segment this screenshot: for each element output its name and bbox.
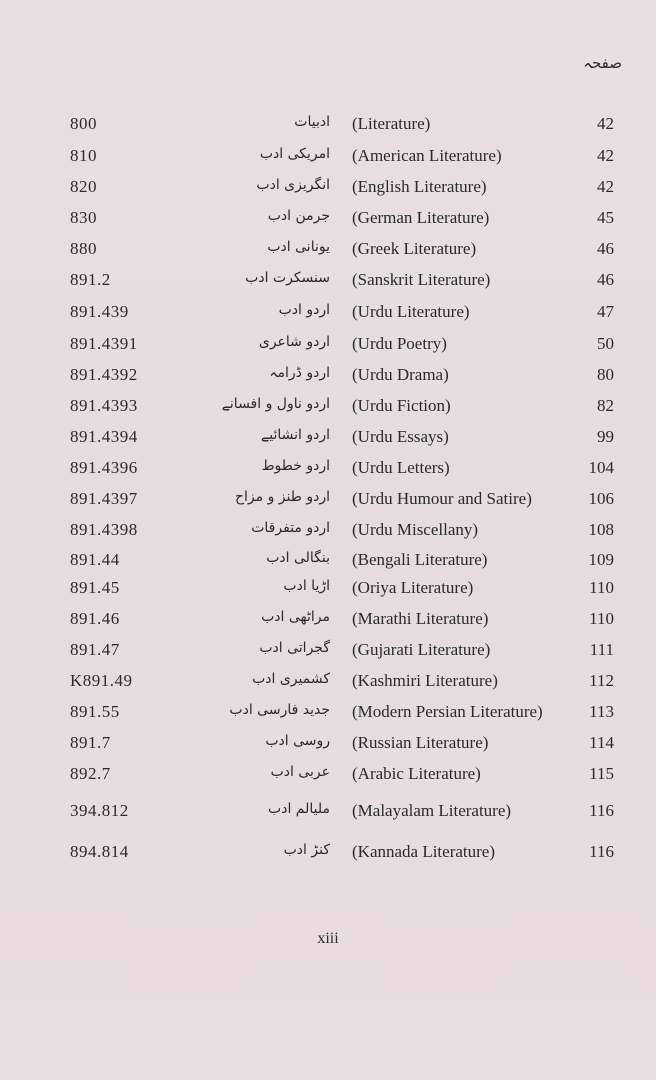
class-number: 894.814 [70, 842, 129, 861]
class-number: 820 [70, 177, 97, 196]
english-title: (Urdu Fiction) [352, 396, 451, 415]
page-number: 114 [589, 733, 614, 752]
class-number: 891.7 [70, 733, 111, 752]
toc-entry [0, 302, 656, 330]
page-number: 106 [588, 489, 614, 508]
english-title: (Arabic Literature) [352, 764, 481, 783]
toc-entry [0, 702, 656, 730]
toc-entry [0, 640, 656, 668]
english-title: (Urdu Miscellany) [352, 520, 479, 539]
page-number: 109 [588, 550, 614, 569]
page-number: 116 [589, 842, 614, 861]
class-number: 891.4394 [70, 427, 138, 446]
page-number: 45 [597, 208, 614, 227]
class-number: 810 [70, 146, 97, 165]
urdu-title: بنگالی ادب [266, 550, 330, 566]
toc-entry [0, 550, 656, 578]
class-number: 830 [70, 208, 97, 227]
toc-entry [0, 270, 656, 298]
class-number: 891.45 [70, 578, 120, 597]
toc-entry [0, 520, 656, 548]
urdu-title: اردو متفرقات [251, 520, 330, 536]
urdu-title: اردو ناول و افسانے [221, 396, 330, 412]
urdu-title: کنڑ ادب [283, 842, 330, 858]
urdu-title: اردو انشائیے [261, 427, 330, 443]
urdu-title: جدید فارسی ادب [229, 702, 330, 718]
page-footer-number: xiii [317, 930, 339, 947]
class-number: 891.47 [70, 640, 120, 659]
toc-entry [0, 365, 656, 393]
urdu-title: مراٹھی ادب [261, 609, 330, 625]
english-title: (Russian Literature) [352, 733, 489, 752]
urdu-title: روسی ادب [265, 733, 330, 749]
toc-entry [0, 671, 656, 699]
class-number: 891.44 [70, 550, 120, 569]
toc-entry [0, 609, 656, 637]
class-number: 891.4398 [70, 520, 138, 539]
urdu-title: عربی ادب [270, 764, 330, 780]
english-title: (Urdu Literature) [352, 302, 470, 321]
page-number: 42 [597, 146, 614, 165]
toc-entry [0, 458, 656, 486]
english-title: (Urdu Letters) [352, 458, 450, 477]
page-number: 82 [597, 396, 614, 415]
page-number: 115 [589, 764, 614, 783]
page-number: 42 [597, 114, 614, 133]
english-title: (Urdu Essays) [352, 427, 449, 446]
page-column-header: صفحہ [583, 54, 622, 72]
urdu-title: اڑیا ادب [283, 578, 330, 594]
page-number: 50 [597, 334, 614, 353]
english-title: (Sanskrit Literature) [352, 270, 491, 289]
toc-entry [0, 733, 656, 761]
english-title: (Marathi Literature) [352, 609, 489, 628]
urdu-title: ادبیات [294, 114, 330, 130]
class-number: 891.4392 [70, 365, 138, 384]
english-title: (Kannada Literature) [352, 842, 495, 861]
toc-entry [0, 334, 656, 362]
class-number: 891.2 [70, 270, 111, 289]
class-number: 892.7 [70, 764, 111, 783]
english-title: (Modern Persian Literature) [352, 702, 543, 721]
page-number: 112 [589, 671, 614, 690]
toc-entry [0, 208, 656, 236]
english-title: (Literature) [352, 114, 431, 133]
urdu-title: اردو خطوط [261, 458, 330, 474]
toc-entry [0, 489, 656, 517]
urdu-title: امریکی ادب [259, 146, 330, 162]
toc-entry [0, 396, 656, 424]
page-number: 110 [589, 578, 614, 597]
class-number: 891.439 [70, 302, 129, 321]
class-number: 891.55 [70, 702, 120, 721]
class-number: 880 [70, 239, 97, 258]
toc-entry [0, 239, 656, 267]
english-title: (Urdu Poetry) [352, 334, 447, 353]
class-number: 891.4393 [70, 396, 138, 415]
english-title: (German Literature) [352, 208, 490, 227]
urdu-title: اردو ڈرامہ [269, 365, 330, 381]
page-number: 80 [597, 365, 614, 384]
page-number: 99 [597, 427, 614, 446]
english-title: (Gujarati Literature) [352, 640, 491, 659]
class-number: 891.46 [70, 609, 120, 628]
page-number: 42 [597, 177, 614, 196]
urdu-title: سنسکرت ادب [245, 270, 330, 286]
toc-entry [0, 801, 656, 829]
urdu-title: گجراتی ادب [259, 640, 330, 656]
page-number: 116 [589, 801, 614, 820]
urdu-title: جرمن ادب [267, 208, 330, 224]
class-number: 394.812 [70, 801, 129, 820]
page-number: 104 [588, 458, 614, 477]
toc-entry [0, 114, 656, 142]
toc-entry [0, 177, 656, 205]
urdu-title: یونانی ادب [267, 239, 330, 255]
class-number: 891.4396 [70, 458, 138, 477]
toc-entry [0, 146, 656, 174]
page-number: 110 [589, 609, 614, 628]
page-number: 113 [589, 702, 614, 721]
english-title: (Malayalam Literature) [352, 801, 512, 820]
page-number: 46 [597, 270, 614, 289]
english-title: (Bengali Literature) [352, 550, 488, 569]
class-number: 800 [70, 114, 97, 133]
urdu-title: اردو شاعری [258, 334, 330, 350]
page-number: 108 [588, 520, 614, 539]
page-number: 47 [597, 302, 614, 321]
toc-entry [0, 842, 656, 870]
english-title: (English Literature) [352, 177, 487, 196]
class-number: K891.49 [70, 671, 133, 690]
class-number: 891.4397 [70, 489, 138, 508]
urdu-title: کشمیری ادب [252, 671, 330, 687]
urdu-title: اردو ادب [278, 302, 330, 318]
urdu-title: انگریزی ادب [256, 177, 330, 193]
english-title: (Oriya Literature) [352, 578, 474, 597]
toc-entry [0, 427, 656, 455]
page-number: 46 [597, 239, 614, 258]
english-title: (Greek Literature) [352, 239, 477, 258]
urdu-title: اردو طنز و مزاح [235, 489, 330, 505]
urdu-title: ملیالم ادب [268, 801, 330, 817]
page-number: 111 [589, 640, 614, 659]
english-title: (Kashmiri Literature) [352, 671, 498, 690]
class-number: 891.4391 [70, 334, 138, 353]
english-title: (Urdu Drama) [352, 365, 449, 384]
english-title: (American Literature) [352, 146, 502, 165]
english-title: (Urdu Humour and Satire) [352, 489, 532, 508]
toc-entry [0, 578, 656, 606]
toc-entry [0, 764, 656, 792]
